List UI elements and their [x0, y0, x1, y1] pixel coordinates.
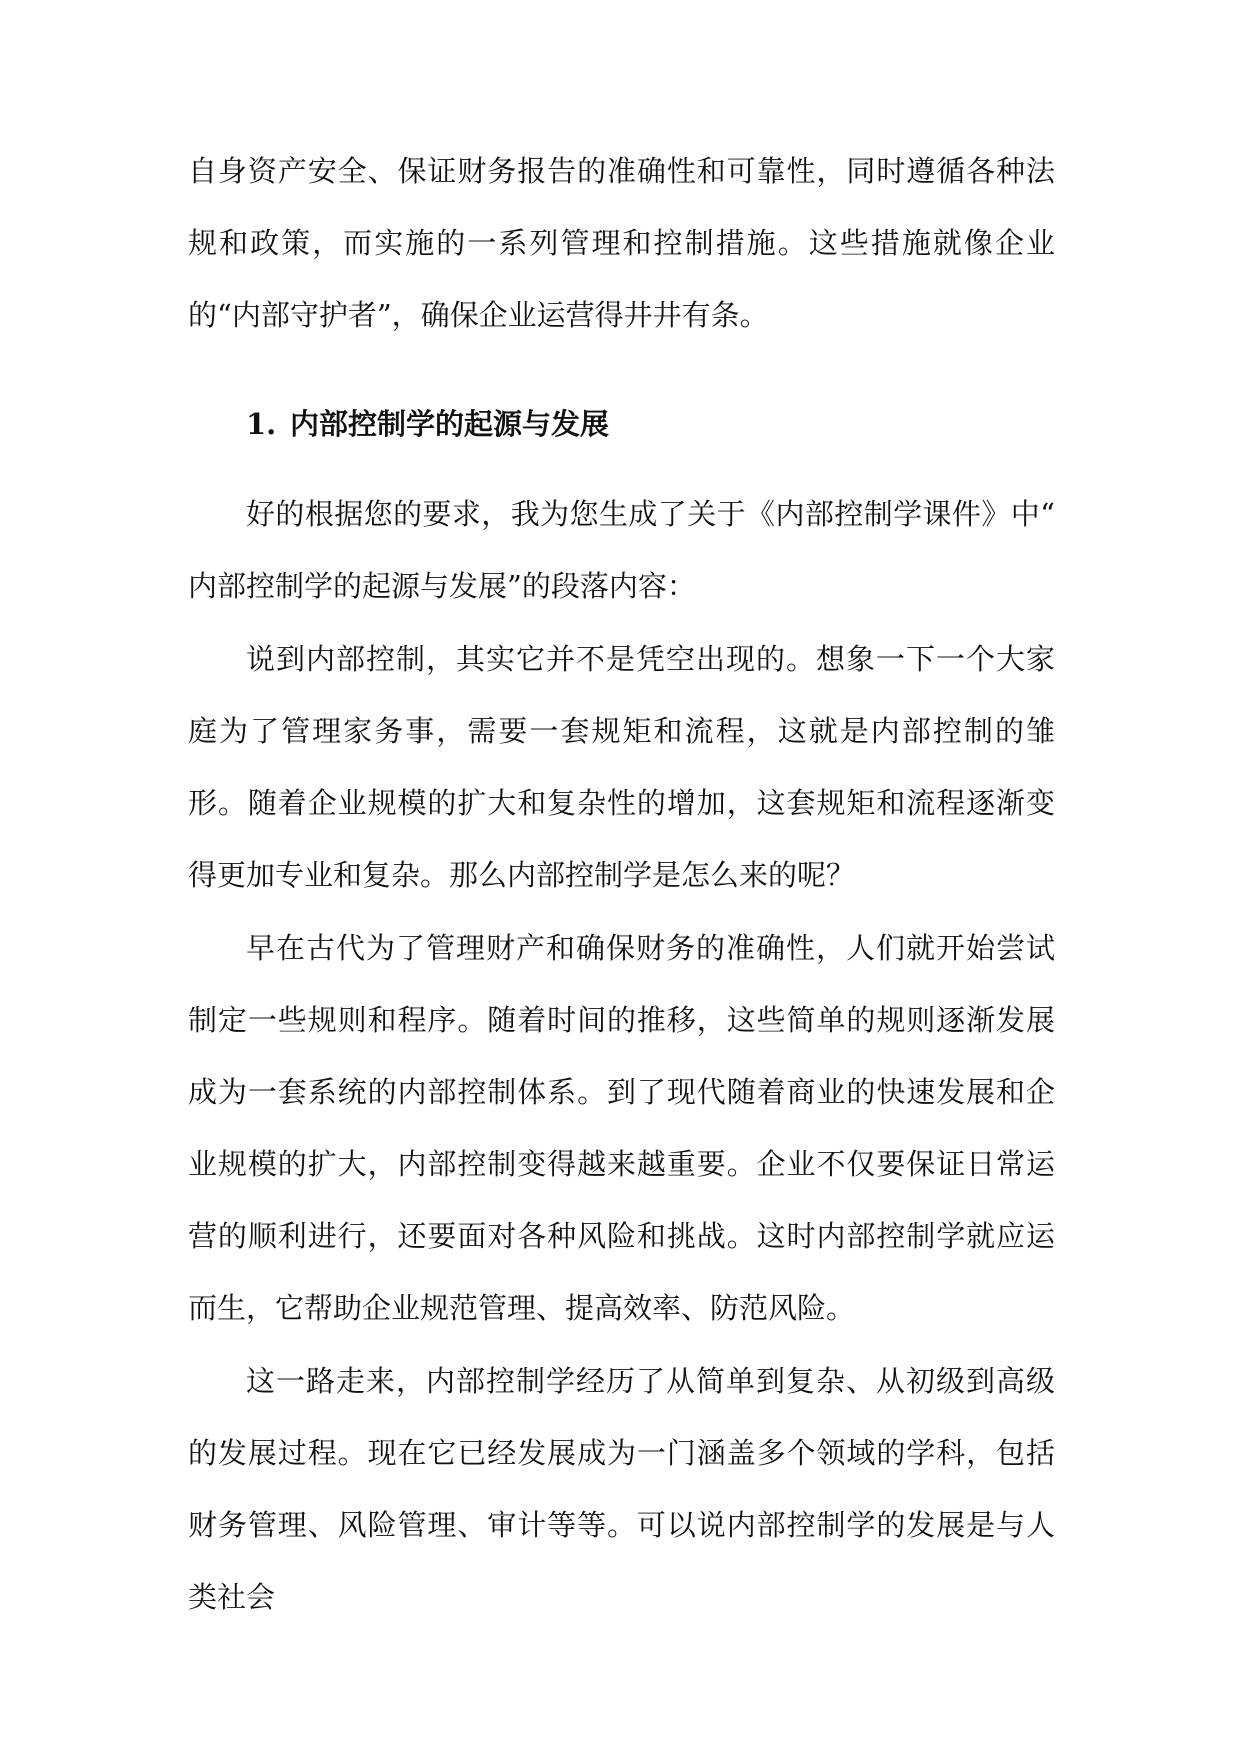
section-number: 1. [246, 407, 277, 441]
section-heading [246, 404, 609, 444]
intro-paragraph: 自身资产安全、保证财务报告的准确性和可靠性，同时遵循各种法规和政策，而实施的一系列管理和控制措施。这些措施就像企业的“内部守护者”，确保企业运营得井井有条。 [188, 154, 1055, 332]
paragraph-development: 这一路走来，内部控制学经历了从简单到复杂、从初级到高级的发展过程。现在它已经发展成为一门涵盖多个领域的学科，包括财务管理、风险管理、审计等等。可以说内部控制学的发展是与人类社会 [188, 1364, 1055, 1614]
section-title: 内部控制学的起源与发展 [290, 407, 610, 441]
paragraph-history: 早在古代为了管理财产和确保财务的准确性，人们就开始尝试制定一些规则和程序。随着时间的推移，这些简单的规则逐渐发展成为一套系统的内部控制体系。到了现代随着商业的快速发展和企业规模的扩大，内部控制变得越来越重要。企业不仅要保证日常运营的顺利进行，还要面对各种风险和挑战。这时内部控制学就应运而生，它帮助企业规范管理、提高效率、防范风险。 [188, 931, 1055, 1325]
paragraph-request-intro: 好的根据您的要求，我为您生成了关于《内部控制学课件》中“ 内部控制学的起源与发展”的段落内容： [188, 497, 1055, 603]
paragraph-family-analogy: 说到内部控制，其实它并不是凭空出现的。想象一下一个大家庭为了管理家务事，需要一套规矩和流程，这就是内部控制的雏形。随着企业规模的扩大和复杂性的增加，这套规矩和流程逐渐变得更加专业和复杂。那么内部控制学是怎么来的呢？ [188, 642, 1055, 892]
